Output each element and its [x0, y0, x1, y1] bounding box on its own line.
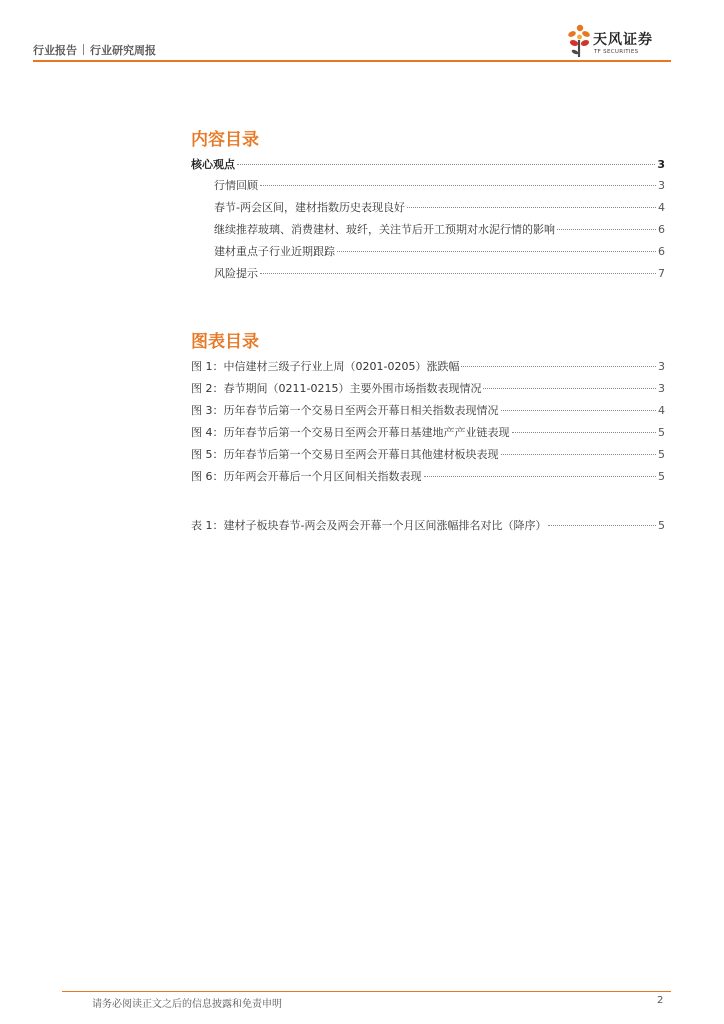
- figure-entry[interactable]: [191, 424, 665, 440]
- figures-title: 图表目录: [191, 332, 259, 352]
- toc-entry-page: 3: [657, 158, 665, 171]
- table-entry-page: 5: [658, 519, 665, 532]
- logo-name-cn: 天风证券: [593, 32, 653, 48]
- toc-entry[interactable]: [191, 156, 665, 172]
- dot-leader: [483, 388, 656, 389]
- toc-entry[interactable]: [214, 243, 665, 259]
- figure-entry-label: 图 6：历年两会开幕后一个月区间相关指数表现: [191, 470, 422, 483]
- dot-leader: [337, 251, 656, 252]
- toc-entry-page: 6: [658, 223, 665, 236]
- toc-entry-label: 行情回顾: [214, 179, 258, 192]
- figure-entry[interactable]: [191, 446, 665, 462]
- dot-leader: [548, 525, 656, 526]
- table-entry-label: 表 1：建材子板块春节-两会及两会开幕一个月区间涨幅排名对比（降序）: [191, 519, 547, 532]
- company-logo: [566, 22, 676, 60]
- figure-entry-page: 3: [658, 382, 665, 395]
- toc-entry[interactable]: [214, 177, 665, 193]
- header-divider: [33, 60, 671, 62]
- toc-entry-page: 7: [658, 267, 665, 280]
- figure-entry-page: 4: [658, 404, 665, 417]
- figure-entry-page: 5: [658, 448, 665, 461]
- figure-entry[interactable]: [191, 402, 665, 418]
- contents-title: 内容目录: [191, 130, 259, 150]
- dot-leader: [461, 366, 656, 367]
- toc-entry[interactable]: [214, 265, 665, 281]
- figure-entry-label: 图 5：历年春节后第一个交易日至两会开幕日其他建材板块表现: [191, 448, 499, 461]
- report-subtype: 行业研究周报: [90, 44, 156, 57]
- footer-divider: [62, 991, 671, 992]
- figure-entry-page: 5: [658, 426, 665, 439]
- figure-entry-label: 图 1：中信建材三级子行业上周（0201-0205）涨跌幅: [191, 360, 460, 373]
- figure-entry-page: 5: [658, 470, 665, 483]
- toc-entry-label: 核心观点: [191, 158, 235, 171]
- dot-leader: [407, 207, 656, 208]
- figure-entry[interactable]: [191, 380, 665, 396]
- toc-entry[interactable]: [214, 221, 665, 237]
- dot-leader: [424, 476, 657, 477]
- toc-entry-label: 春节-两会区间，建材指数历史表现良好: [214, 201, 405, 214]
- flower-logo-icon: [566, 24, 592, 58]
- breadcrumb: [33, 42, 156, 58]
- toc-entry-page: 6: [658, 245, 665, 258]
- dot-leader: [557, 229, 656, 230]
- figure-entry[interactable]: [191, 358, 665, 374]
- dot-leader: [501, 454, 657, 455]
- figure-entry[interactable]: [191, 468, 665, 484]
- footer-disclaimer: 请务必阅读正文之后的信息披露和免责申明: [92, 999, 282, 1010]
- toc-entry-label: 风险提示: [214, 267, 258, 280]
- dot-leader: [237, 164, 655, 165]
- figure-entry-page: 3: [658, 360, 665, 373]
- logo-name-en: TF SECURITIES: [594, 49, 639, 55]
- toc-entry[interactable]: [214, 199, 665, 215]
- breadcrumb-separator: [83, 44, 84, 55]
- figure-entry-label: 图 3：历年春节后第一个交易日至两会开幕日相关指数表现情况: [191, 404, 499, 417]
- toc-entry-label: 建材重点子行业近期跟踪: [214, 245, 335, 258]
- report-type: 行业报告: [33, 44, 77, 57]
- page-number: 2: [657, 995, 664, 1006]
- dot-leader: [501, 410, 657, 411]
- toc-entry-label: 继续推荐玻璃、消费建材、玻纤，关注节后开工预期对水泥行情的影响: [214, 223, 555, 236]
- toc-entry-page: 3: [658, 179, 665, 192]
- toc-entry-page: 4: [658, 201, 665, 214]
- dot-leader: [512, 432, 657, 433]
- table-entry[interactable]: [191, 517, 665, 533]
- figure-entry-label: 图 4：历年春节后第一个交易日至两会开幕日基建地产产业链表现: [191, 426, 510, 439]
- figure-entry-label: 图 2：春节期间（0211-0215）主要外围市场指数表现情况: [191, 382, 482, 395]
- dot-leader: [260, 185, 656, 186]
- dot-leader: [260, 273, 656, 274]
